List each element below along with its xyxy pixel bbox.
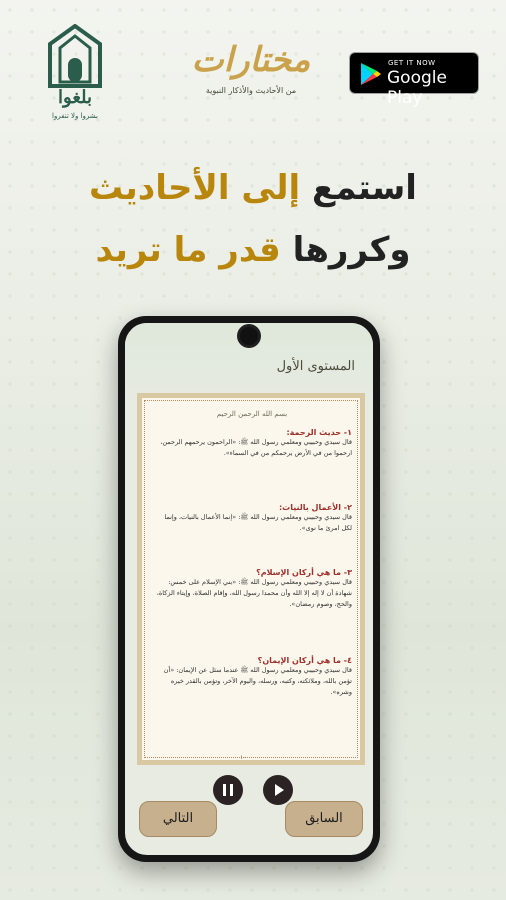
headline-1-part-b: إلى الأحاديث (89, 168, 301, 208)
hadith-item (152, 503, 352, 534)
pause-button[interactable] (213, 775, 243, 805)
hadith-item (152, 428, 352, 459)
next-button[interactable]: التالي (139, 801, 217, 837)
hadith-text: قال سيدي وحبيبي ومعلمي رسول الله ﷺ: «بني الإسلام على خمس: شهادة أن لا إله إلا الله وأن محمدا رسول الله، وإقام الصلاة، وإيتاء الزكاة، والحج، وصوم رمضان». (156, 578, 352, 608)
bismillah: بسم الله الرحمن الرحيم (216, 410, 288, 418)
hadith-title: ١- حديث الرحمة: (286, 428, 352, 437)
badge-big-text: Google Play (387, 68, 447, 108)
headline-line-1 (0, 168, 506, 208)
hadith-text: قال سيدي وحبيبي ومعلمي رسول الله ﷺ عندما سئل عن الإيمان: «أن تؤمن بالله، وملائكته، وكتبه، ورسله، واليوم الآخر، وتؤمن بالقدر خيره وشره». (163, 666, 352, 696)
headline-2-part-a: وكررها (280, 230, 411, 270)
app-title: مختارات (191, 40, 311, 80)
google-play-icon (360, 62, 382, 86)
page-number: ١٠ (240, 754, 247, 761)
phone-screen (125, 323, 373, 855)
mosque-logo-icon (44, 24, 106, 94)
hadith-text: قال سيدي وحبيبي ومعلمي رسول الله ﷺ: «الراحمون يرحمهم الرحمن، ارحموا من في الأرض يرحمكم من في السماء». (160, 438, 352, 457)
hadith-text: قال سيدي وحبيبي ومعلمي رسول الله ﷺ: «إنما الأعمال بالنيات، وإنما لكل امرئ ما نوى». (164, 513, 352, 532)
hadith-title: ٢- الأعمال بالنيات: (278, 503, 352, 512)
hadith-title: ٤- ما هي أركان الإيمان؟ (257, 656, 352, 665)
balighu-logo (36, 24, 114, 120)
logo-tagline: بشروا ولا تنفروا (52, 112, 98, 120)
hadith-page[interactable] (137, 393, 365, 765)
headline-line-2 (0, 230, 506, 270)
mukhtarat-logo (190, 40, 312, 112)
headline-2-part-b: قدر ما تريد (95, 230, 281, 270)
hadith-title: ٣- ما هي أركان الإسلام؟ (256, 568, 352, 577)
previous-button[interactable]: السابق (285, 801, 363, 837)
logo-word: بلغوا (58, 87, 92, 108)
google-play-badge[interactable] (349, 52, 479, 108)
headline-1-part-a: استمع (300, 168, 417, 208)
hadith-item (152, 568, 352, 610)
level-title: المستوى الأول (276, 359, 355, 374)
camera-notch (240, 327, 258, 345)
hadith-item (152, 656, 352, 698)
badge-small-text: GET IT NOW (388, 59, 436, 67)
phone-mockup (118, 316, 380, 862)
play-button[interactable] (263, 775, 293, 805)
app-subtitle: من الأحاديث والأذكار النبوية (205, 86, 297, 95)
